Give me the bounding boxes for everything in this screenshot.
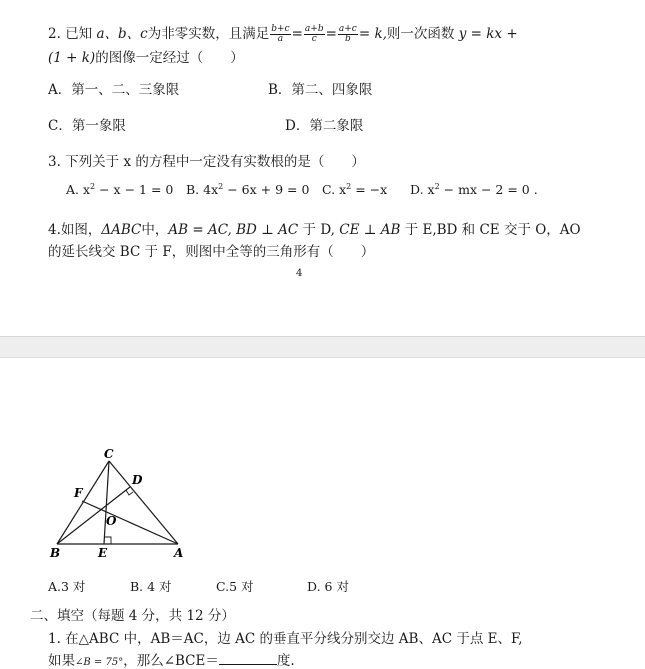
answer-blank[interactable] [219,653,277,665]
side-bc [57,461,109,544]
fraction-2: $\frac{a+b}{c}$ [304,24,324,44]
q2-option-b[interactable]: B．第二、四象限 [268,82,373,98]
label-e: E [98,546,108,560]
q4-line1: 4.如图，ΔABC中，AB = AC, BD ⊥ AC 于 D, CE ⊥ AB 于 E,BD 和 CE 交于 O，AO [48,222,581,238]
q3-option-c[interactable]: C. $x^2 = -x$ [322,182,388,198]
q4-line2: 的延长线交 BC 于 F，则图中全等的三角形有（ ） [48,244,375,260]
fraction-3: $\frac{a+c}{b}$ [338,24,357,44]
q2-option-a[interactable]: A．第一、二、三象限 [48,82,180,98]
page-separator [0,336,645,358]
q2-option-d[interactable]: D．第二象限 [285,118,364,134]
q3-option-b[interactable]: B. $4x^2 - 6x + 9 = 0$ [186,182,310,198]
q2-line2: (1 + k)的图像一定经过（ ） [48,50,244,66]
separator-line-top [0,336,645,337]
q4-option-b[interactable]: B. 4 对 [130,579,172,594]
q2-option-c[interactable]: C．第一象限 [48,118,126,134]
q4-option-a[interactable]: A.3 对 [48,579,86,594]
page-number: 4 [296,268,303,279]
triangle-figure [40,445,200,565]
separator-line-bottom [0,357,645,358]
segment-ce [104,461,109,544]
q3-option-a[interactable]: A. $x^2 - x - 1 = 0$ [66,182,174,198]
section2-q1-line1: 1. 在△ABC 中，AB＝AC，边 AC 的垂直平分线分别交边 AB、AC 于点 E、F, [48,631,523,647]
q2-line1: 2. 已知 a、b、c为非零实数，且满足 $\frac{b+c}{a}$ = $\frac{a+b}{c}$ = $\frac{a+c}{b}$ = k,则一次函数 y = kx + [48,24,518,44]
label-a: A [174,546,184,560]
q4-option-c[interactable]: C.5 对 [216,579,254,594]
fraction-1: $\frac{b+c}{a}$ [271,24,290,44]
q4-option-d[interactable]: D. 6 对 [307,579,349,594]
label-o: O [106,514,117,528]
q3-option-d[interactable]: D. $x^2$ − mx − 2 = 0 . [410,182,538,198]
label-b: B [50,546,61,560]
right-angle-e [104,537,111,544]
label-c: C [104,447,114,461]
segment-af [82,501,178,544]
section2-q1-line2: 如果∠B = 75°，那么∠BCE＝ 度. [48,653,295,669]
segment-bd [57,487,130,544]
section2-title: 二、填空（每题 4 分，共 12 分） [30,608,235,624]
label-d: D [132,473,143,487]
side-ca [109,461,178,544]
right-angle-d [126,490,133,495]
q3-stem: 3. 下列关于 x 的方程中一定没有实数根的是（ ） [48,154,365,170]
label-f: F [74,486,83,500]
